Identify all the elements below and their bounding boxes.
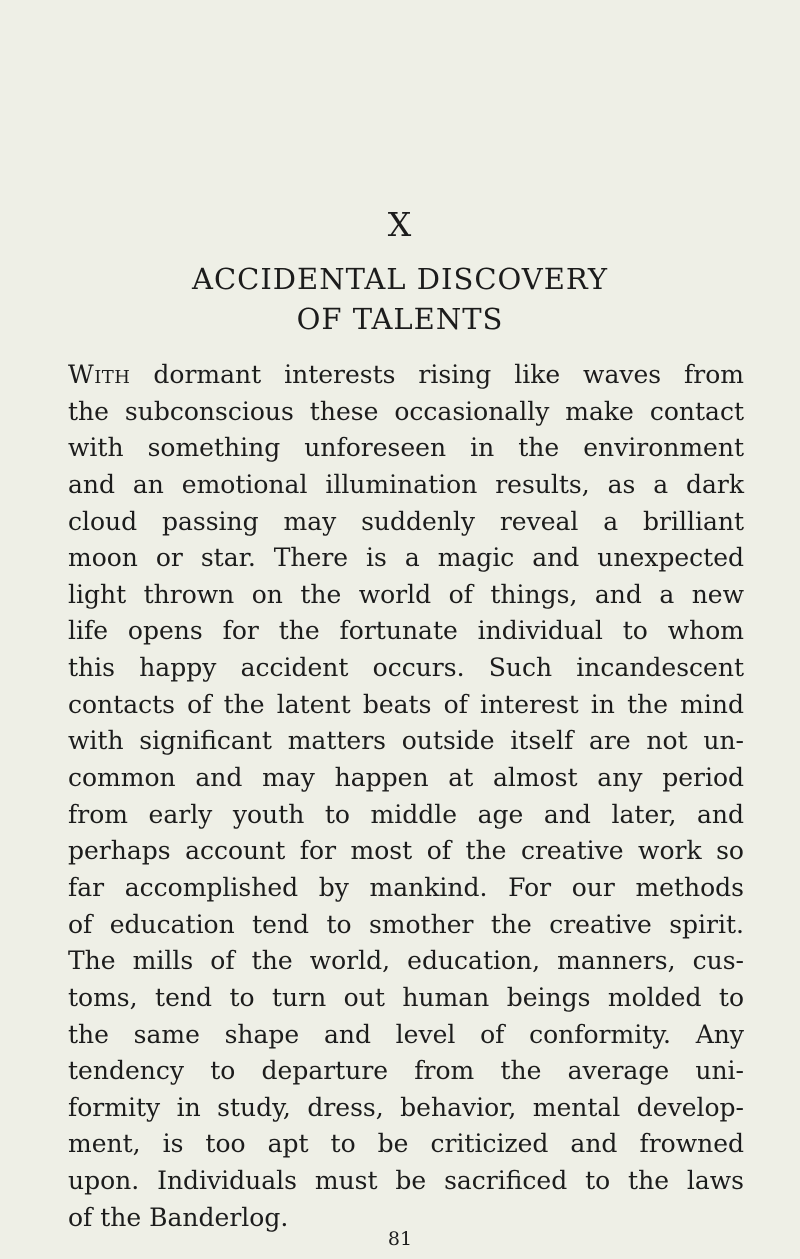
text-line: this happy accident occurs. Such incandescent	[68, 653, 744, 683]
text-line: from early youth to middle age and later, and	[68, 799, 744, 829]
text-line: The mills of the world, education, manners, cus-	[68, 946, 744, 976]
text-line: ment, is too apt to be criticized and frowned	[68, 1129, 744, 1159]
text-line: formity in study, dress, behavior, mental develop-	[68, 1092, 744, 1122]
text-line: upon. Individuals must be sacrificed to the laws	[68, 1166, 744, 1196]
text-line: contacts of the latent beats of interest in the mind	[68, 689, 744, 719]
chapter-title-line: OF TALENTS	[296, 302, 504, 336]
text-line: of education tend to smother the creative spirit.	[68, 909, 744, 939]
text-line: perhaps account for most of the creative work so	[68, 836, 744, 866]
text-line: light thrown on the world of things, and a new	[68, 579, 744, 609]
text-line: of the Banderlog.	[68, 1202, 289, 1232]
text-line: moon or star. There is a magic and unexpected	[68, 543, 744, 573]
chapter-number: X	[387, 205, 413, 244]
lead-word: With	[68, 360, 131, 389]
text-line: tendency to departure from the average uni-	[68, 1056, 744, 1086]
text-line: toms, tend to turn out human beings molded to	[68, 982, 744, 1012]
body-paragraph	[68, 357, 744, 1236]
text-line: cloud passing may suddenly reveal a brilliant	[68, 506, 744, 536]
text-line: life opens for the fortunate individual to whom	[68, 616, 744, 646]
text-line: and an emotional illumination results, as a dark	[68, 469, 744, 499]
text-line	[68, 357, 744, 394]
text-line: with significant matters outside itself are not un-	[68, 726, 744, 756]
page-number: 81	[387, 1228, 413, 1250]
chapter-title-line: ACCIDENTAL DISCOVERY	[192, 262, 608, 296]
text-line: far accomplished by mankind. For our methods	[68, 872, 744, 902]
text-line: common and may happen at almost any period	[68, 763, 744, 793]
text-line-rest: dormant interests rising like waves from	[130, 360, 744, 389]
chapter-title	[0, 259, 800, 339]
text-line: with something unforeseen in the environment	[68, 433, 744, 463]
text-line: the same shape and level of conformity. Any	[68, 1019, 744, 1049]
text-line: the subconscious these occasionally make contact	[68, 396, 744, 426]
